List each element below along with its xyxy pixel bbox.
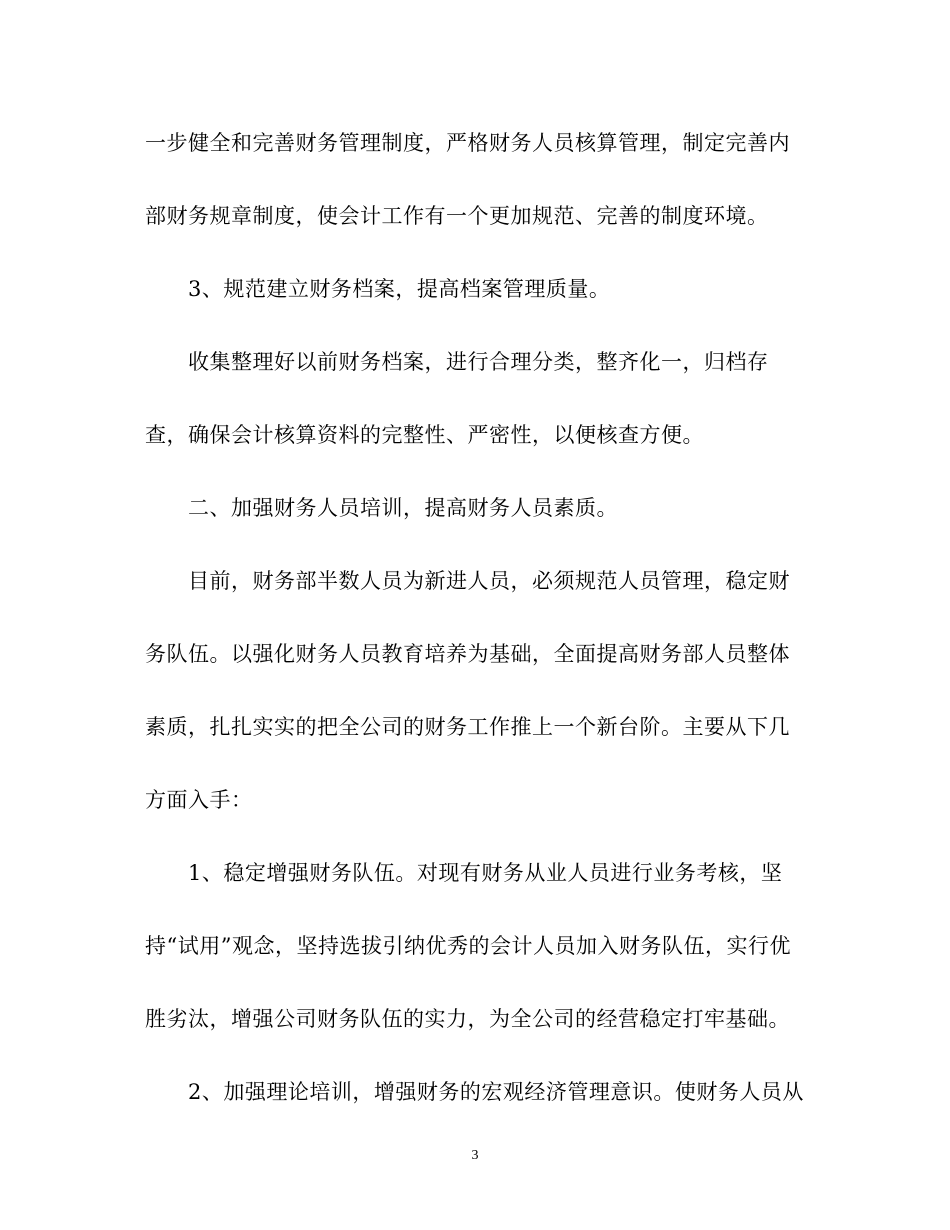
text-line-7: 目前，财务部半数人员为新进人员，必须规范人员管理，稳定财 (188, 569, 790, 593)
text-line-11: 1、稳定增强财务队伍。对现有财务从业人员进行业务考核，坚 (188, 861, 783, 885)
text-line-2: 部财务规章制度，使会计工作有一个更加规范、完善的制度环境。 (145, 204, 769, 228)
text-line-3: 3、规范建立财务档案，提高档案管理质量。 (188, 277, 611, 301)
text-line-6: 二、加强财务人员培训，提高财务人员素质。 (188, 496, 618, 520)
text-line-12: 持“试用”观念，坚持选拔引纳优秀的会计人员加入财务队伍，实行优 (145, 934, 791, 958)
text-line-1: 一步健全和完善财务管理制度，严格财务人员核算管理，制定完善内 (145, 131, 790, 155)
text-line-8: 务队伍。以强化财务人员教育培养为基础，全面提高财务部人员整体 (145, 642, 790, 666)
text-line-4: 收集整理好以前财务档案，进行合理分类，整齐化一，归档存 (188, 350, 769, 374)
text-line-9: 素质，扎扎实实的把全公司的财务工作推上一个新台阶。主要从下几 (145, 715, 790, 739)
text-line-13: 胜劣汰，增强公司财务队伍的实力，为全公司的经营稳定打牢基础。 (145, 1007, 790, 1031)
page-number: 3 (471, 1148, 479, 1163)
text-line-5: 查，确保会计核算资料的完整性、严密性，以便核查方便。 (145, 423, 704, 447)
text-line-14: 2、加强理论培训，增强财务的宏观经济管理意识。使财务人员从 (188, 1080, 804, 1104)
text-line-10: 方面入手： (145, 788, 253, 812)
